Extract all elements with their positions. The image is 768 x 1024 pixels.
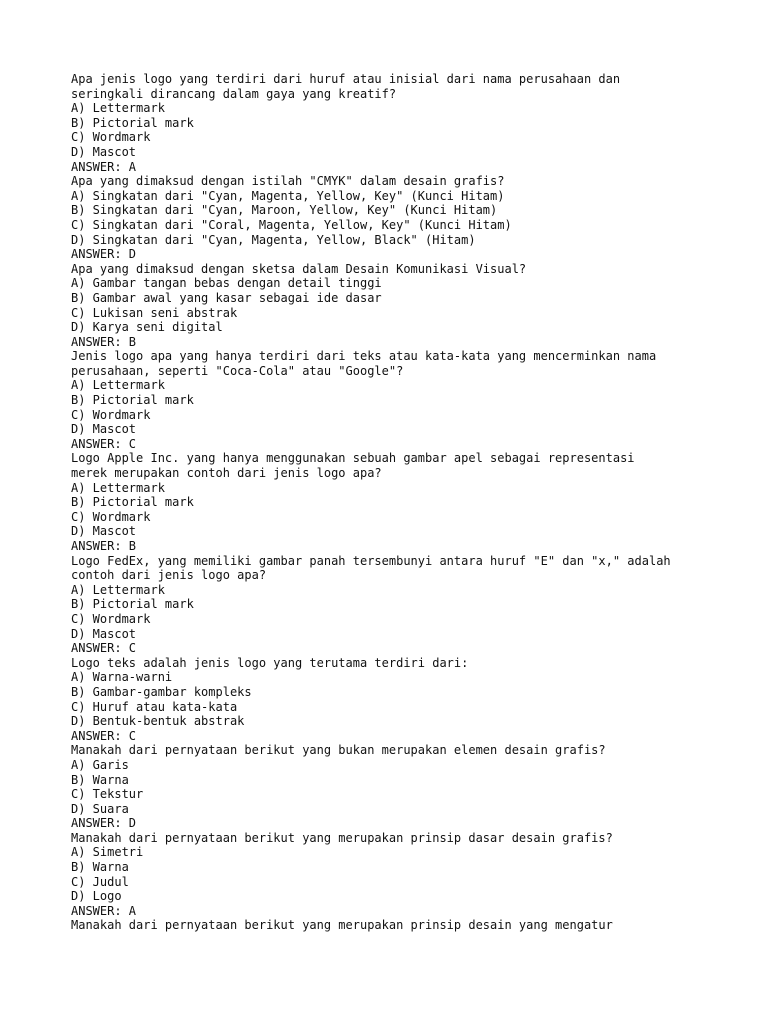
text-line: ANSWER: D [71,816,137,831]
text-line: ANSWER: D [71,247,137,262]
text-line: ANSWER: C [71,436,137,451]
text-line: Logo FedEx, yang memiliki gambar panah tersembunyi antara huruf "E" dan "x," adalah [71,553,671,568]
text-line: D) Singkatan dari "Cyan, Magenta, Yellow, Black" (Hitam) [71,232,476,247]
text-line: D) Logo [71,889,122,904]
text-line: C) Wordmark [71,407,151,422]
text-line: Apa yang dimaksud dengan istilah "CMYK" dalam desain grafis? [71,174,505,189]
text-line: B) Pictorial mark [71,393,194,408]
document-body [71,72,731,933]
text-line: C) Wordmark [71,130,151,145]
text-line: A) Simetri [71,845,144,860]
text-line: D) Mascot [71,626,137,641]
text-line: Apa jenis logo yang terdiri dari huruf atau inisial dari nama perusahaan dan [71,72,621,86]
text-line: A) Lettermark [71,378,165,393]
text-line: B) Warna [71,772,129,787]
text-line: ANSWER: A [71,903,137,918]
text-line: Jenis logo apa yang hanya terdiri dari teks atau kata-kata yang mencerminkan nama [71,349,657,364]
text-line: D) Mascot [71,144,137,159]
text-line: B) Warna [71,860,129,875]
text-line: D) Suara [71,801,129,816]
text-line: A) Lettermark [71,582,165,597]
text-line: Apa yang dimaksud dengan sketsa dalam Desain Komunikasi Visual? [71,261,527,276]
text-line: A) Garis [71,757,129,772]
text-line: contoh dari jenis logo apa? [71,568,267,583]
text-line: Manakah dari pernyataan berikut yang bukan merupakan elemen desain grafis? [71,743,606,758]
text-line: perusahaan, seperti "Coca-Cola" atau "Google"? [71,363,404,378]
text-line: Manakah dari pernyataan berikut yang merupakan prinsip dasar desain grafis? [71,830,613,845]
text-line: C) Wordmark [71,509,151,524]
text-line: ANSWER: B [71,334,137,349]
text-line: B) Gambar awal yang kasar sebagai ide dasar [71,290,382,305]
text-line: A) Lettermark [71,480,165,495]
text-line: Logo teks adalah jenis logo yang terutama terdiri dari: [71,655,469,670]
text-line: merek merupakan contoh dari jenis logo apa? [71,466,382,481]
text-line: D) Mascot [71,524,137,539]
text-line: D) Karya seni digital [71,320,223,335]
text-line: C) Huruf atau kata-kata [71,699,238,714]
text-line: A) Singkatan dari "Cyan, Magenta, Yellow, Key" (Kunci Hitam) [71,188,505,203]
text-line: C) Lukisan seni abstrak [71,305,238,320]
text-line: B) Pictorial mark [71,597,194,612]
text-line: Logo Apple Inc. yang hanya menggunakan sebuah gambar apel sebagai representasi [71,451,635,466]
text-line: A) Lettermark [71,101,165,116]
text-line: D) Bentuk-bentuk abstrak [71,714,245,729]
text-line: ANSWER: A [71,159,137,174]
text-line: B) Pictorial mark [71,115,194,130]
text-line: ANSWER: B [71,539,137,553]
text-line: A) Gambar tangan bebas dengan detail tinggi [71,276,382,291]
text-line: B) Gambar-gambar kompleks [71,684,252,699]
text-line: C) Wordmark [71,611,151,626]
text-line: ANSWER: C [71,728,137,743]
text-line: C) Singkatan dari "Coral, Magenta, Yellow, Key" (Kunci Hitam) [71,217,512,232]
text-line: ANSWER: C [71,641,137,656]
text-line: C) Tekstur [71,787,144,802]
text-line: Manakah dari pernyataan berikut yang merupakan prinsip desain yang mengatur [71,918,613,933]
text-line: D) Mascot [71,422,137,437]
text-line: A) Warna-warni [71,670,173,685]
text-line: B) Singkatan dari "Cyan, Maroon, Yellow, Key" (Kunci Hitam) [71,203,498,218]
text-line: C) Judul [71,874,129,889]
text-line: seringkali dirancang dalam gaya yang kreatif? [71,86,397,101]
text-line: B) Pictorial mark [71,495,194,510]
